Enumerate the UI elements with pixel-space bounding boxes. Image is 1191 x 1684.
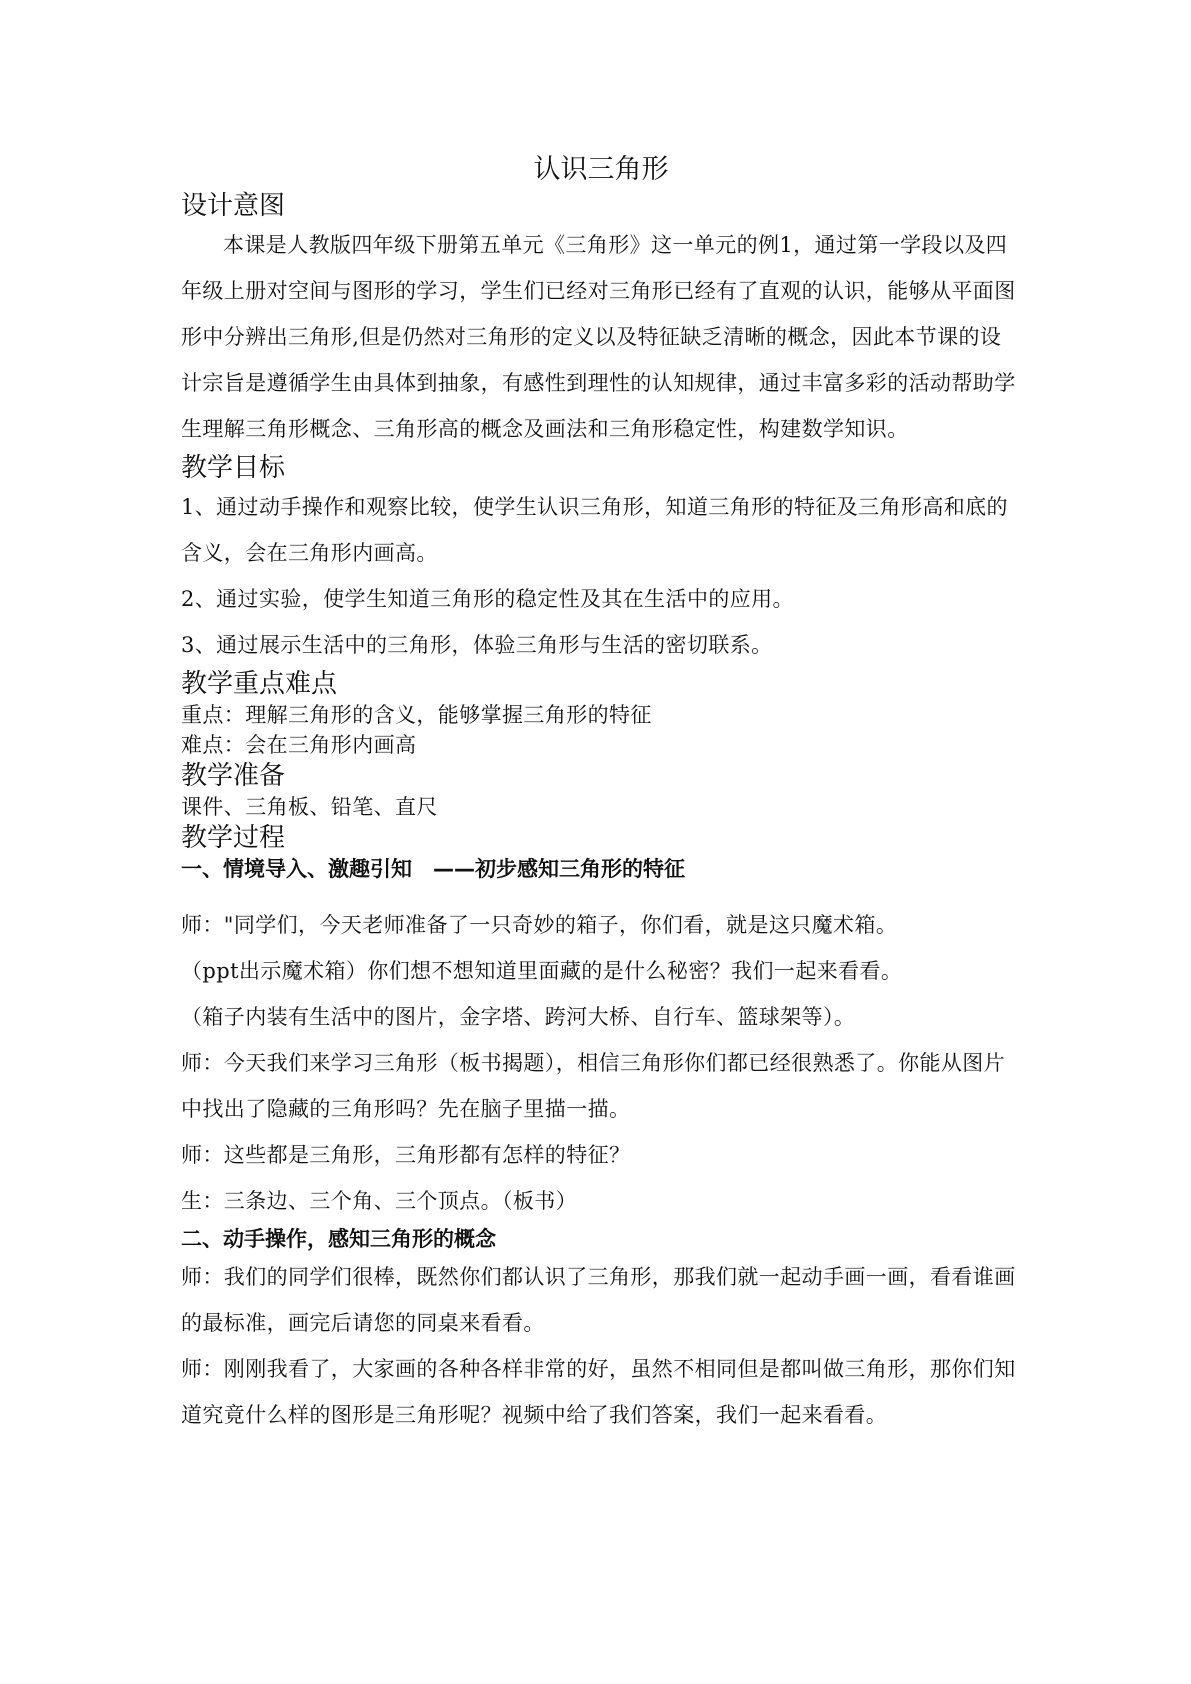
section2-line-1: 师：我们的同学们很棒，既然你们都认识了三角形，那我们就一起动手画一画，看看谁画的最标准，画完后请您的同桌来看看。	[181, 1265, 1016, 1335]
goal-item-1: 1、通过动手操作和观察比较，使学生认识三角形，知道三角形的特征及三角形高和底的含义，会在三角形内画高。	[181, 495, 1008, 565]
key-point-difficulty: 难点：会在三角形内画高	[181, 733, 417, 757]
preparation-heading: 教学准备	[181, 761, 286, 791]
section1-line-6: 生：三条边、三个角、三个顶点。（板书）	[181, 1189, 578, 1213]
key-points-heading: 教学重点难点	[181, 669, 338, 699]
section1-line-3: （箱子内装有生活中的图片，金字塔、跨河大桥、自行车、篮球架等）。	[181, 1005, 856, 1029]
process-section2-title: 二、动手操作，感知三角形的概念	[181, 1227, 496, 1251]
section1-line-5: 师：这些都是三角形，三角形都有怎样的特征？	[181, 1143, 631, 1167]
process-heading: 教学过程	[181, 823, 286, 853]
section1-line-1: 师："同学们，今天老师准备了一只奇妙的箱子，你们看，就是这只魔术箱。	[181, 913, 898, 937]
preparation-items: 课件、三角板、铅笔、直尺	[181, 795, 438, 819]
section2-line-2: 师：刚刚我看了，大家画的各种各样非常的好，虽然不相同但是都叫做三角形，那你们知道究竟什么样的图形是三角形呢？视频中给了我们答案，我们一起来看看。	[181, 1357, 1016, 1427]
goal-item-3: 3、通过展示生活中的三角形，体验三角形与生活的密切联系。	[181, 633, 773, 657]
design-intent-body: 本课是人教版四年级下册第五单元《三角形》这一单元的例1，通过第一学段以及四年级上册对空间与图形的学习，学生们已经对三角形已经有了直观的认识，能够从平面图形中分辨出三角形,但是仍然对三角形的定义以及特征缺乏清晰的概念，因此本节课的设计宗旨是遵循学生由具体到抽象，有感性到理性的认知规律，通过丰富多彩的活动帮助学生理解三角形概念、三角形高的概念及画法和三角形稳定性，构建数学知识。	[181, 233, 1016, 441]
key-point-focus: 重点：理解三角形的含义，能够掌握三角形的特征	[181, 703, 652, 727]
section1-line-4: 师：今天我们来学习三角形（板书揭题），相信三角形你们都已经很熟悉了。你能从图片中找出了隐藏的三角形吗？先在脑子里描一描。	[181, 1051, 1006, 1121]
process-section1-title: 一、情境导入、激趣引知 ——初步感知三角形的特征	[181, 857, 685, 881]
goals-heading: 教学目标	[181, 453, 286, 483]
goal-item-2: 2、通过实验，使学生知道三角形的稳定性及其在生活中的应用。	[181, 587, 794, 611]
document-title: 认识三角形	[533, 154, 669, 185]
document-content	[181, 150, 1021, 1438]
design-intent-heading: 设计意图	[181, 191, 286, 221]
section1-line-2: （ppt出示魔术箱）你们想不想知道里面藏的是什么秘密？我们一起来看看。	[181, 959, 903, 983]
